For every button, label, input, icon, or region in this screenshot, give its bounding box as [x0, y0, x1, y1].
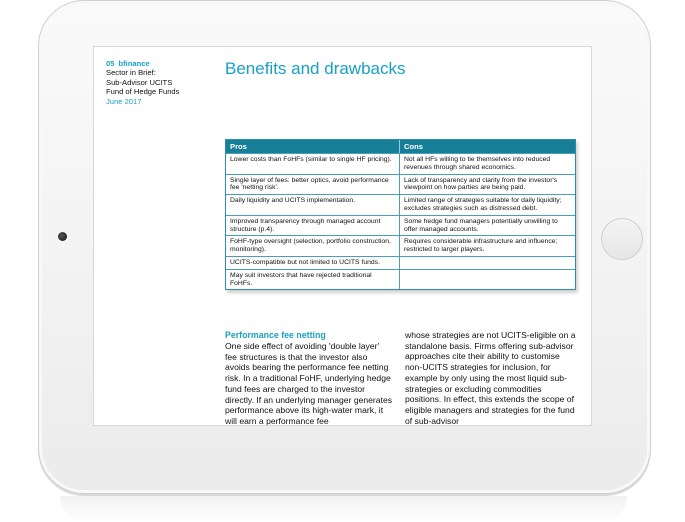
tablet-screen — [93, 46, 592, 426]
table-body — [226, 153, 575, 289]
brand-name: bfinance — [118, 59, 150, 68]
pro-cell: Daily liquidity and UCITS implementation. — [230, 197, 356, 205]
table-row — [226, 235, 575, 256]
con-cell — [399, 270, 575, 290]
body-column-left: One side effect of avoiding 'double layer' fee structures is that the investor also avoids bearing the performance fee netting risk. In a traditional FoHF, underlying hedge fund fees are charged to the investor directly. If an underlying manager generates performance above its high-water mark, it will earn a performance fee — [225, 341, 393, 426]
sidebar-line: Sub-Advisor UCITS — [106, 77, 173, 87]
table-row — [226, 153, 575, 174]
section-heading: Performance fee netting — [225, 330, 326, 340]
camera-icon — [58, 232, 67, 241]
table-header — [226, 140, 575, 153]
sidebar-line: Fund of Hedge Funds — [106, 87, 180, 97]
document-sidebar — [106, 59, 206, 106]
table-row — [226, 174, 575, 195]
pro-cell: Improved transparency through managed account structure (p.4). — [230, 217, 381, 233]
sidebar-line: Sector in Brief: — [106, 68, 156, 78]
brand-line — [106, 59, 206, 68]
pro-cell: FoHF-type oversight (selection, portfolio construction, monitoring). — [230, 238, 391, 254]
con-cell: Some hedge fund managers potentially unwilling to offer managed accounts. — [399, 216, 575, 236]
table-row — [226, 215, 575, 236]
table-row — [226, 256, 575, 269]
page-title: Benefits and drawbacks — [225, 59, 406, 78]
tablet-reflection — [60, 496, 627, 522]
pro-cell: Lower costs than FoHFs (similar to single HF pricing). — [230, 156, 392, 163]
pro-cell: Single layer of fees: better optics, avoid performance fee 'netting risk'. — [230, 176, 389, 192]
con-cell: Limited range of strategies suitable for daily liquidity; excludes strategies such as distressed debt. — [399, 195, 575, 215]
page-number: 05 — [106, 59, 115, 68]
pros-header: Pros — [230, 142, 247, 151]
home-button[interactable] — [601, 218, 643, 260]
con-cell — [399, 257, 575, 269]
table-row — [226, 269, 575, 290]
pro-cell: UCITS-compatible but not limited to UCITS funds. — [230, 258, 380, 266]
pro-cell: May suit investors that have rejected traditional FoHFs. — [230, 271, 372, 287]
body-column-right: whose strategies are not UCITS-eligible on a standalone basis. Firms offering sub-advisor approaches cite their ability to customise non-UCITS strategies for inclusion, for example by only using the most liquid sub-strategies or excluding commodities positions. In effect, this extends the scope of eligible managers and strategies for the fund of sub-advisor — [405, 330, 576, 426]
table-row — [226, 194, 575, 215]
con-cell: Not all HFs willing to tie themselves into reduced revenues through shared economics. — [399, 154, 575, 174]
pros-cons-table — [225, 139, 576, 290]
cons-header: Cons — [399, 140, 575, 153]
con-cell: Requires considerable infrastructure and influence; restricted to larger players. — [399, 236, 575, 256]
con-cell: Lack of transparency and clarity from the investor's viewpoint on how parties are being paid. — [399, 175, 575, 195]
sidebar-date: June 2017 — [106, 96, 142, 106]
